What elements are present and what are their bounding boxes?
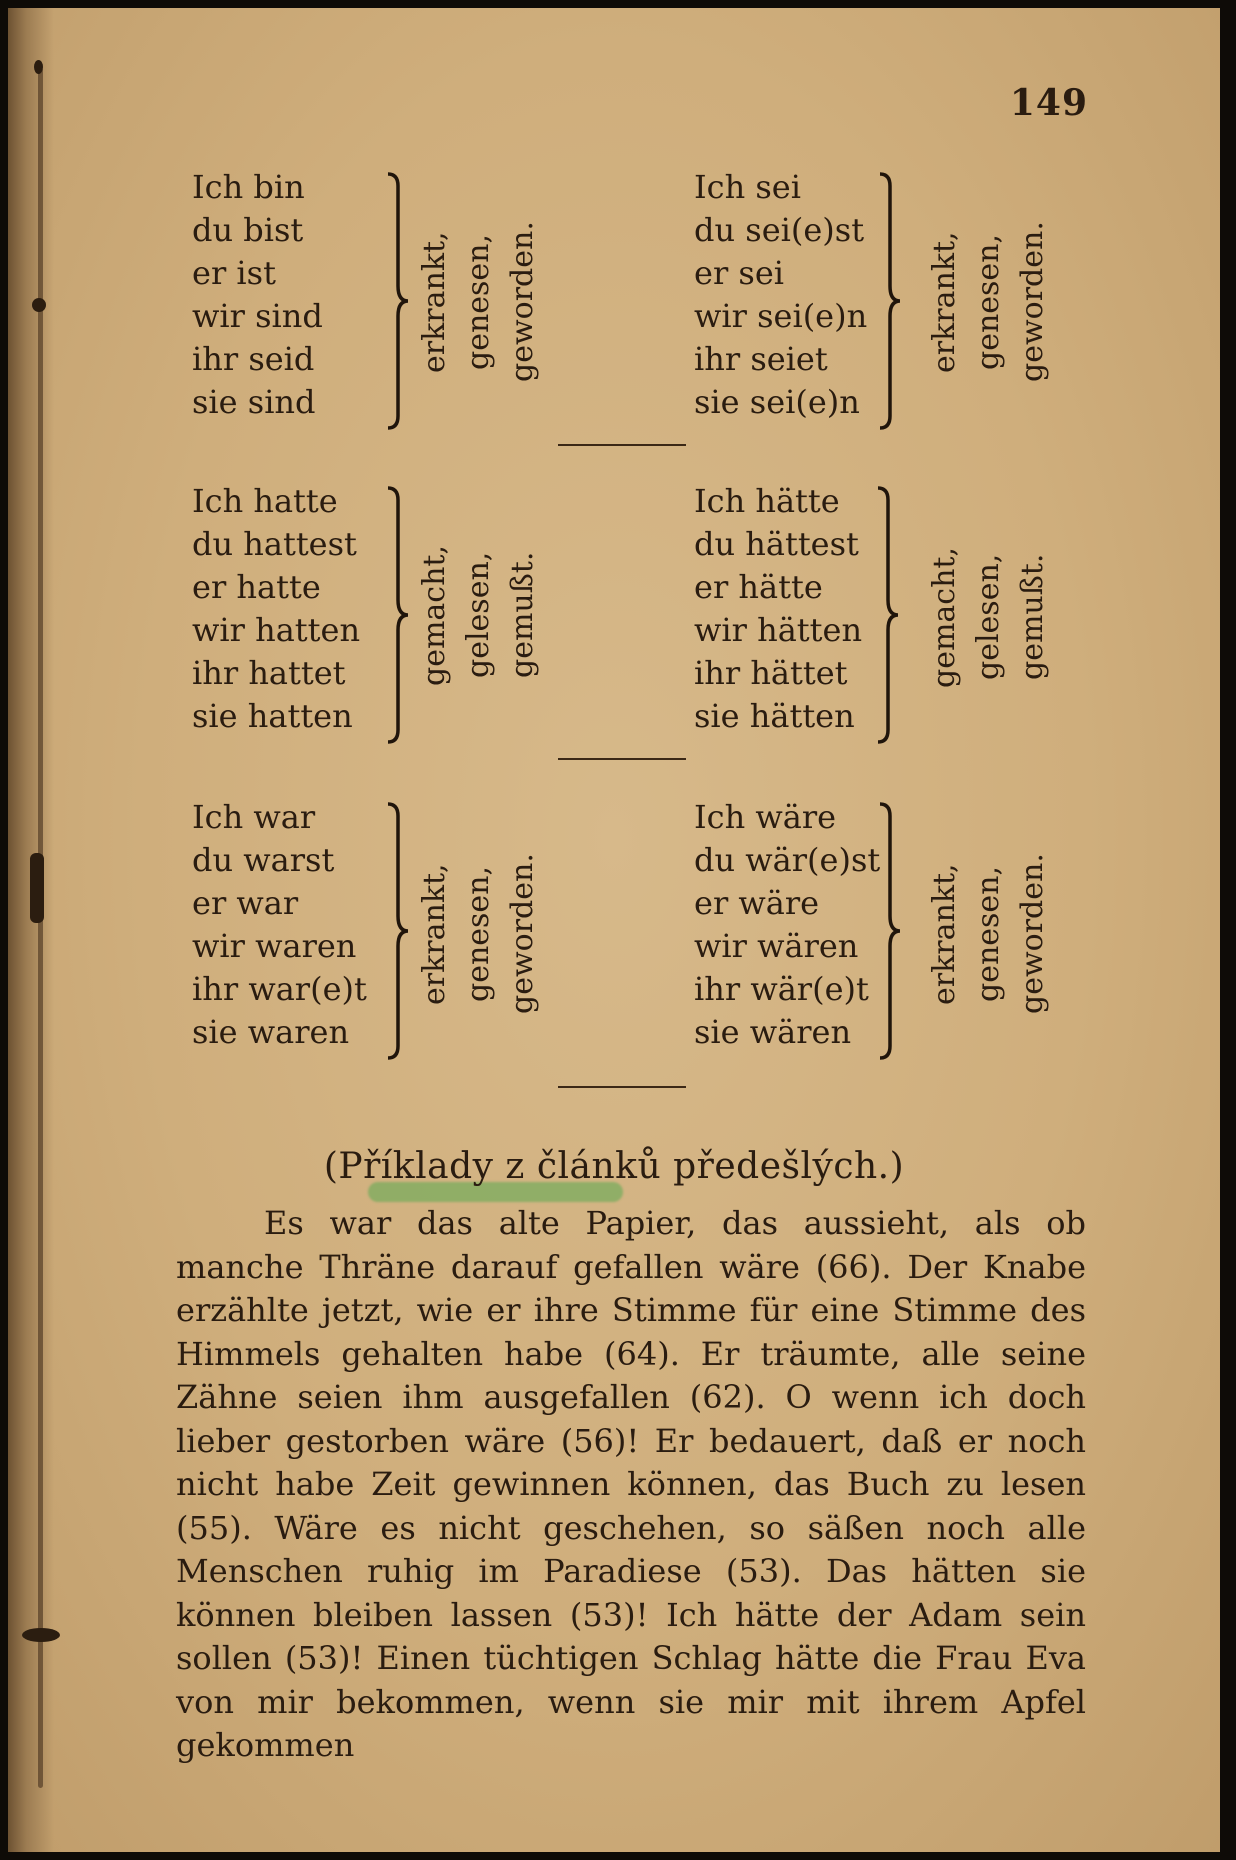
participle-column [924,202,1054,402]
body-text [176,1202,1086,1768]
conjugation-line: sie sei(e)n [694,383,860,421]
divider-rule [558,758,686,760]
conjugation-line: sie waren [192,1013,350,1051]
participle: gemußt. [1015,553,1050,681]
conjugation-line: wir hatten [192,611,361,649]
conjugation-line: er ist [192,254,276,292]
ink-mark [22,1628,60,1642]
conjugation-line: sie hatten [192,697,353,735]
participle: erkrankt, [417,863,452,1005]
participle: gemacht, [417,544,452,686]
conjugation-line: du hättest [694,525,859,563]
curly-brace [872,486,902,744]
conjugation-line: er hätte [694,568,823,606]
conjugation-lines [192,796,367,1054]
conjugation-line: Ich hatte [192,482,338,520]
conjugation-line: wir waren [192,927,357,965]
conjugation-line: Ich hätte [694,482,840,520]
participle-column [924,834,1054,1034]
conjugation-lines [694,480,862,738]
conjugation-line: wir sei(e)n [694,297,868,335]
ink-mark [34,60,43,74]
participle: erkrankt, [417,231,452,373]
participle: geworden. [1015,853,1050,1015]
participle: gemacht, [927,546,962,688]
conjugation-line: er hatte [192,568,321,606]
conjugation-line: wir hätten [694,611,863,649]
conjugation-lines [192,166,323,424]
participle: geworden. [505,221,540,383]
ink-mark [30,853,44,923]
participle: genesen, [461,865,496,1003]
conjugation-line: ihr seid [192,340,315,378]
participle-column [924,532,1054,702]
divider-rule [558,444,686,446]
conjugation-line: du warst [192,841,335,879]
conjugation-line: ihr war(e)t [192,970,367,1008]
participle: gelesen, [971,553,1006,681]
curly-brace [382,802,412,1060]
curly-brace [382,486,412,744]
curly-brace [874,172,904,430]
book-page [8,8,1220,1852]
participle: erkrankt, [927,863,962,1005]
paragraph: Es war das alte Papier, das aussieht, als ob manche Thräne darauf gefallen wäre (66). Der Knabe erzählte jetzt, wie er ihre Stimme für eine Stimme des Himmels gehalten habe (64). Er träumte, alle seine Zähne seien ihm ausgefallen (62). O wenn ich doch lieber gestorben wäre (56)! Er bedauert, daß er noch nicht habe Zeit gewinnen können, das Buch zu lesen (55). Wäre es nicht geschehen, so säßen noch alle Menschen ruhig im Paradiese (53). Das hätten sie können bleiben lassen (53)! Ich hätte der Adam sein sollen (53)! Einen tüchtigen Schlag hätte die Frau Eva von mir bekommen, wenn sie mir mit ihrem Apfel gekommen [176,1204,1086,1764]
conjugation-line: du sei(e)st [694,211,865,249]
participle-column [414,202,544,402]
section-heading [8,1146,1220,1187]
conjugation-line: er sei [694,254,784,292]
participle-column [414,834,544,1034]
curly-brace [382,172,412,430]
conjugation-lines [192,480,360,738]
conjugation-line: er war [192,884,299,922]
divider-rule [558,1086,686,1088]
conjugation-line: ihr seiet [694,340,828,378]
participle: gemußt. [505,551,540,679]
conjugation-line: du bist [192,211,304,249]
binding-edge [38,68,43,1788]
page-spine-shadow [8,8,54,1852]
participle: genesen, [461,233,496,371]
conjugation-line: er wäre [694,884,820,922]
conjugation-lines [694,166,867,424]
conjugation-line: Ich sei [694,168,801,206]
conjugation-line: sie hätten [694,697,855,735]
conjugation-line: sie sind [192,383,316,421]
participle: erkrankt, [927,231,962,373]
conjugation-line: wir wären [694,927,859,965]
conjugation-lines [694,796,880,1054]
curly-brace [874,802,904,1060]
conjugation-line: ihr hättet [694,654,848,692]
participle: genesen, [971,233,1006,371]
conjugation-line: Ich wäre [694,798,837,836]
participle: geworden. [1015,221,1050,383]
section-heading-text: (Příklady z článků předešlých.) [323,1146,905,1187]
conjugation-line: ihr wär(e)t [694,970,869,1008]
page-number: 149 [1009,82,1088,124]
participle: geworden. [505,853,540,1015]
conjugation-line: du hattest [192,525,357,563]
conjugation-line: Ich war [192,798,316,836]
conjugation-line: sie wären [694,1013,852,1051]
conjugation-line: du wär(e)st [694,841,881,879]
participle-column [414,530,544,700]
participle: gelesen, [461,551,496,679]
conjugation-line: wir sind [192,297,323,335]
conjugation-line: Ich bin [192,168,305,206]
conjugation-line: ihr hattet [192,654,346,692]
ink-mark [32,298,46,312]
participle: genesen, [971,865,1006,1003]
